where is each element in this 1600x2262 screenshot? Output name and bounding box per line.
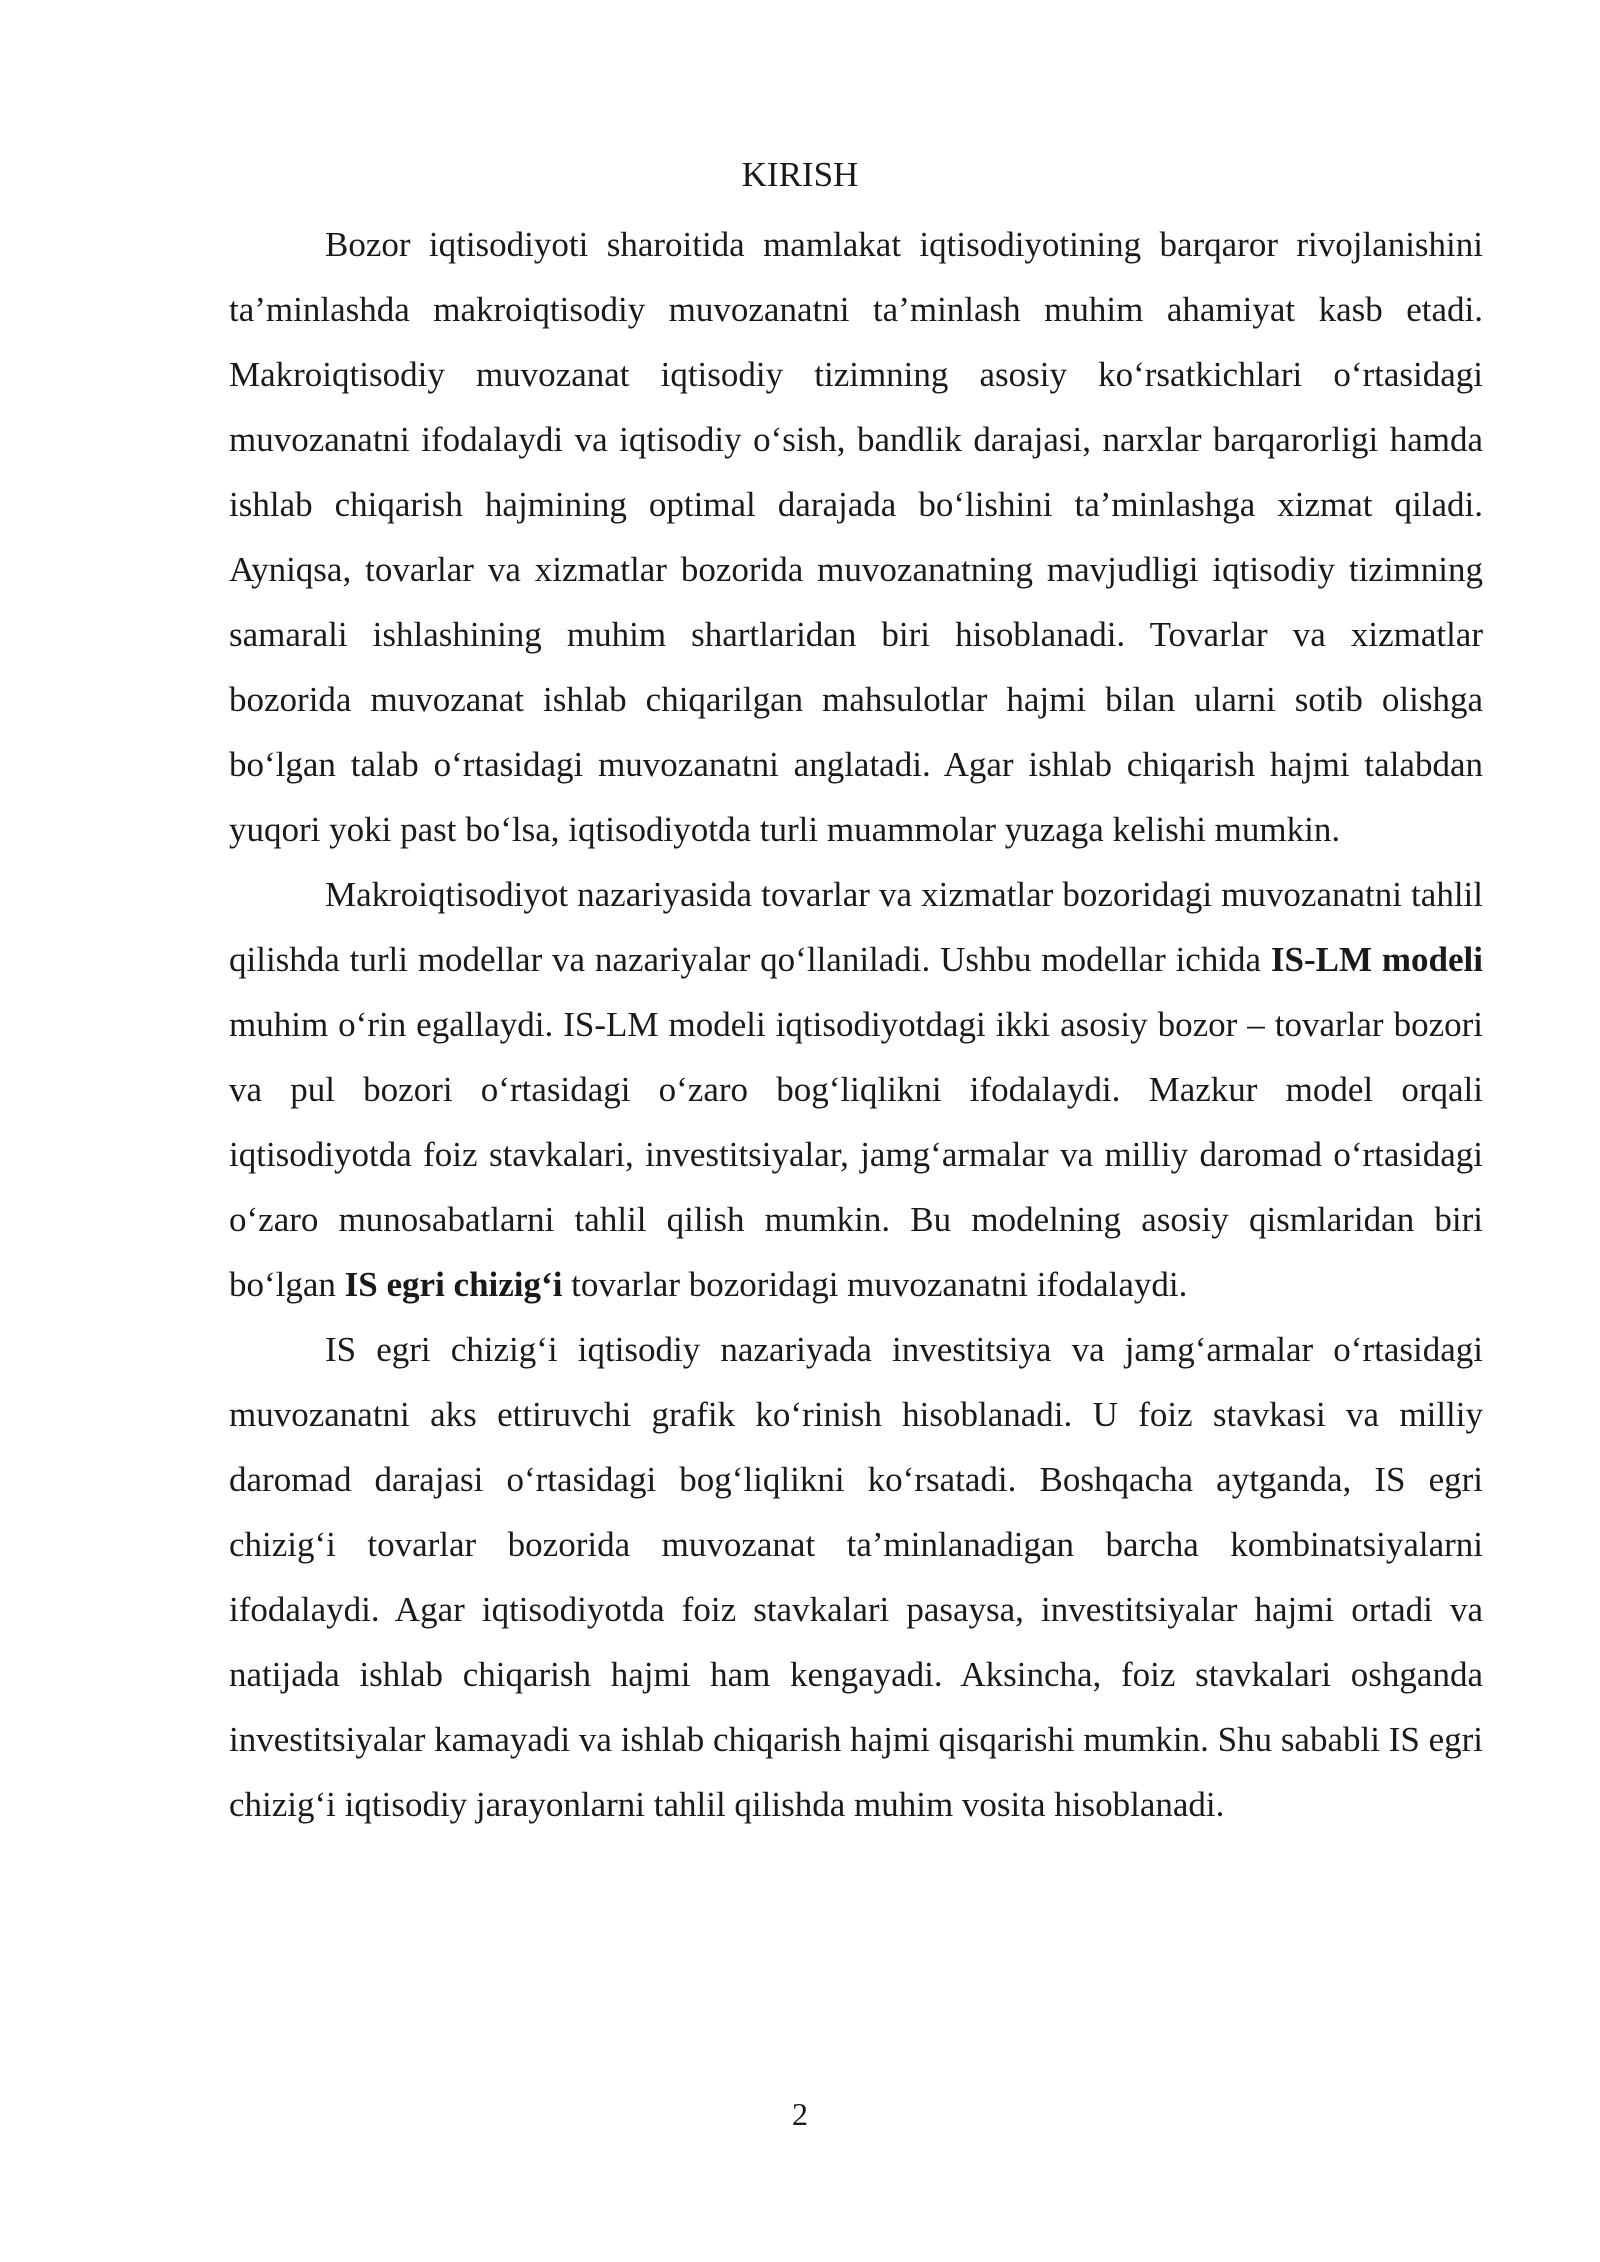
page-number: 2 — [792, 2096, 808, 2132]
paragraph-2-run-3: muhim o‘rin egallaydi. IS-LM modeli iqtisodiyotdagi ikki asosiy bozor – tovarlar bozori va pul bozori o‘rtasidagi o‘zaro bog‘liqlikni ifodalaydi. Mazkur model orqali iqtisodiyotda foiz stavkalari, investitsiyalar, jamg‘armalar va milliy daromad o‘rtasidagi o‘zaro munosabatlarni tahlil qilish mumkin. Bu modelning asosiy qismlaridan biri bo‘lgan — [229, 1005, 1483, 1304]
paragraph-2 — [229, 862, 1483, 1317]
paragraph-1-run-1: Bozor iqtisodiyoti sharoitida mamlakat iqtisodiyotining barqaror rivojlanishini ta’minlashda makroiqtisodiy muvozanatni ta’minlash muhim ahamiyat kasb etadi. Makroiqtisodiy muvozanat iqtisodiy tizimning asosiy ko‘rsatkichlari o‘rtasidagi muvozanatni ifodalaydi va iqtisodiy o‘sish, bandlik darajasi, narxlar barqarorligi hamda ishlab chiqarish hajmining optimal darajada bo‘lishini ta’minlashga xizmat qiladi. Ayniqsa, tovarlar va xizmatlar bozorida muvozanatning mavjudligi iqtisodiy tizimning samarali ishlashining muhim shartlaridan biri hisoblanadi. Tovarlar va xizmatlar bozorida muvozanat ishlab chiqarilgan mahsulotlar hajmi bilan ularni sotib olishga bo‘lgan talab o‘rtasidagi muvozanatni anglatadi. Agar ishlab chiqarish hajmi talabdan yuqori yoki past bo‘lsa, iqtisodiyotda turli muammolar yuzaga kelishi mumkin. — [229, 225, 1483, 849]
bold-term-is-lm-modeli: IS-LM modeli — [1270, 940, 1483, 979]
bold-term-is-egri-chizigi: IS egri chizig‘i — [344, 1265, 563, 1304]
paragraph-2-run-5: tovarlar bozoridagi muvozanatni ifodalaydi. — [562, 1265, 1188, 1304]
paragraph-3-run-1: IS egri chizig‘i iqtisodiy nazariyada investitsiya va jamg‘armalar o‘rtasidagi muvozanatni aks ettiruvchi grafik ko‘rinish hisoblanadi. U foiz stavkasi va milliy daromad darajasi o‘rtasidagi bog‘liqlikni ko‘rsatadi. Boshqacha aytganda, IS egri chizig‘i tovarlar bozorida muvozanat ta’minlanadigan barcha kombinatsiyalarni ifodalaydi. Agar iqtisodiyotda foiz stavkalari pasaysa, investitsiyalar hajmi ortadi va natijada ishlab chiqarish hajmi ham kengayadi. Aksincha, foiz stavkalari oshganda investitsiyalar kamayadi va ishlab chiqarish hajmi qisqarishi mumkin. Shu sababli IS egri chizig‘i iqtisodiy jarayonlarni tahlil qilishda muhim vosita hisoblanadi. — [229, 1330, 1483, 1824]
paragraph-1 — [229, 212, 1483, 862]
page-title: KIRISH — [741, 155, 859, 194]
document-body — [229, 212, 1483, 1837]
paragraph-3 — [229, 1317, 1483, 1837]
paragraph-2-run-1: Makroiqtisodiyot nazariyasida tovarlar va xizmatlar bozoridagi muvozanatni tahlil qilishda turli modellar va nazariyalar qo‘llaniladi. Ushbu modellar ichida — [229, 875, 1483, 979]
